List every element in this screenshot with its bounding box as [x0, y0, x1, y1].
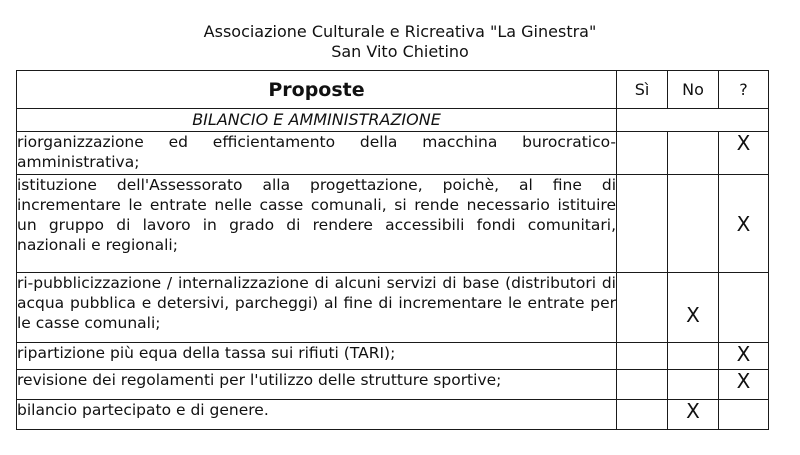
- table-row: [17, 132, 769, 175]
- table-row: [17, 273, 769, 343]
- yes-mark-cell[interactable]: [617, 343, 668, 370]
- proposal-text: istituzione dell'Assessorato alla progettazione, poichè, al fine di incrementare le entrate nelle casse comunali, si rende necessario istituire un gruppo di lavoro in grado di rendere accessibili fondi comunitari, nazionali e regionali;: [17, 175, 617, 273]
- no-mark-cell[interactable]: [668, 370, 719, 400]
- proposal-text: revisione dei regolamenti per l'utilizzo delle strutture sportive;: [17, 370, 617, 400]
- unsure-mark-cell[interactable]: X: [719, 175, 769, 273]
- association-name: Associazione Culturale e Ricreativa "La Ginestra": [203, 22, 597, 41]
- proposal-text: riorganizzazione ed efficientamento della macchina burocratico-amministrativa;: [17, 132, 617, 175]
- proposal-text: ri-pubblicizzazione / internalizzazione di alcuni servizi di base (distributori di acqua pubblica e detersivi, parcheggi) al fine di incrementare le entrate per le casse comunali;: [17, 273, 617, 343]
- yes-mark-cell[interactable]: [617, 400, 668, 430]
- document-header: [0, 22, 800, 62]
- table-row: [17, 400, 769, 430]
- section-row: [17, 109, 769, 132]
- yes-column-header: Sì: [617, 71, 668, 109]
- no-mark-cell[interactable]: X: [668, 273, 719, 343]
- unsure-column-header: ?: [719, 71, 769, 109]
- unsure-mark-cell[interactable]: X: [719, 132, 769, 175]
- town-name: San Vito Chietino: [331, 42, 469, 61]
- unsure-mark-cell[interactable]: X: [719, 343, 769, 370]
- yes-mark-cell[interactable]: [617, 175, 668, 273]
- proposal-text: ripartizione più equa della tassa sui rifiuti (TARI);: [17, 343, 617, 370]
- no-mark-cell[interactable]: [668, 343, 719, 370]
- no-column-header: No: [668, 71, 719, 109]
- unsure-mark-cell[interactable]: X: [719, 370, 769, 400]
- no-mark-cell[interactable]: X: [668, 400, 719, 430]
- section-title: BILANCIO E AMMINISTRAZIONE: [17, 109, 617, 132]
- no-mark-cell[interactable]: [668, 132, 719, 175]
- yes-mark-cell[interactable]: [617, 273, 668, 343]
- table-row: [17, 343, 769, 370]
- proposal-text: bilancio partecipato e di genere.: [17, 400, 617, 430]
- unsure-mark-cell[interactable]: [719, 273, 769, 343]
- proposals-column-header: Proposte: [17, 71, 617, 109]
- table-header-row: [17, 71, 769, 109]
- section-empty-cell: [617, 109, 769, 132]
- table-row: [17, 370, 769, 400]
- proposals-table: [16, 70, 769, 430]
- no-mark-cell[interactable]: [668, 175, 719, 273]
- table-row: [17, 175, 769, 273]
- yes-mark-cell[interactable]: [617, 132, 668, 175]
- yes-mark-cell[interactable]: [617, 370, 668, 400]
- unsure-mark-cell[interactable]: [719, 400, 769, 430]
